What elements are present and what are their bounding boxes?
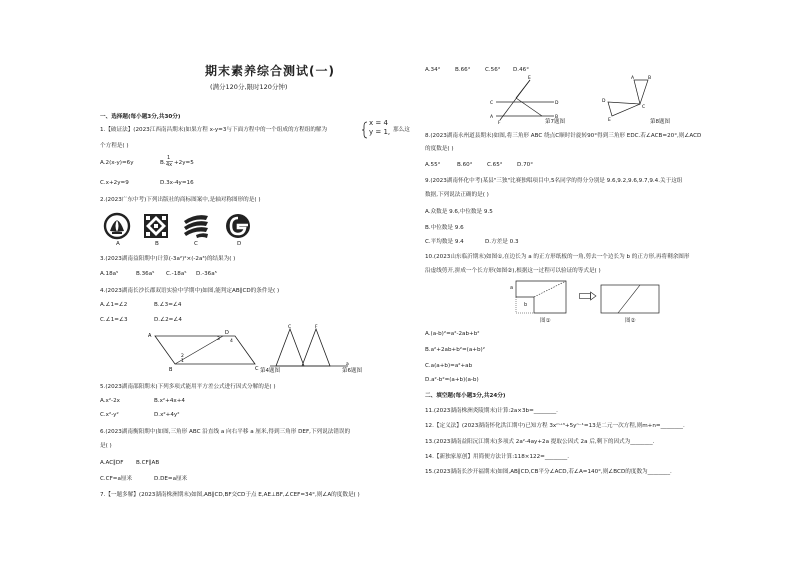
svg-text:D: D [602,99,606,104]
q8-option-d: D.70° [517,162,534,168]
section-choice-heading: 一、选择题(每小题3分,共30分) [100,114,181,120]
q1-system-brace [361,121,369,139]
q2-label-c: C [194,241,198,247]
q6-figure-caption: 第6题图 [342,368,362,374]
svg-text:D: D [225,330,229,336]
q2-logo-b [143,213,169,239]
q1-option-d: D.3x-4y=16 [160,180,194,186]
q10-figure-2-caption: 图② [625,318,636,324]
q2-label-d: D [237,241,242,247]
svg-text:D: D [555,101,559,106]
q5-option-b: B.x²+4x+4 [154,398,185,404]
svg-text:1: 1 [181,359,184,364]
q6-stem-line2: 是( ) [100,443,112,449]
q10-arrow-icon [579,292,597,300]
q9-stem-line2: 数据,下列说法正确的是( ) [425,192,489,198]
q9-stem: 9.(2023湖南怀化中考)某县"三独"比赛独唱项目中,5名同学的得分分别是 9.6,9.2,9.6,9.7,9.4.关于这组 [425,178,683,184]
q10-stem-line2: 沿虚线剪开,拼成一个长方形(如图②),根据这一过程可以验证的等式是( ) [425,268,601,274]
q9-option-d: D.方差是 0.3 [485,239,519,245]
q6-option-a: A.AC∥DF [100,460,124,466]
q10-figure-2 [600,281,662,317]
q8-stem-line2: 的度数是( ) [425,146,454,152]
q2-logo-d [225,213,253,239]
q6-stem: 6.(2023湖南衡阳期中)如图,三角形 ABC 沿直线 a 向右平移 a 厘米,得到三角形 DEF,下列说法错误的 [100,429,351,435]
q8-option-c: C.65° [487,162,503,168]
q3-option-c: C.-18a⁵ [166,271,187,277]
q7-figure-caption: 第7题图 [545,119,565,125]
q1-system-x: x = 4 [369,119,388,127]
q4-option-c: C.∠1=∠3 [100,317,128,323]
svg-text:C: C [642,105,646,110]
q1-option-b-numerator: 1 [167,155,171,161]
q10-option-c: C.a(a+b)=a²+ab [425,363,473,369]
q14-stem: 14.【新独家原创】用简便方法计算:118×122=________. [425,454,569,460]
q2-logo-c [182,213,210,239]
q1-option-c: C.x+2y=9 [100,180,129,186]
svg-text:a: a [346,362,349,367]
svg-text:C: C [255,366,259,372]
q13-stem: 13.(2023湖南益阳沅江期末)多项式 2a²-4ay+2a 提取公因式 2a 后,剩下的因式为________. [425,439,655,445]
q6-option-c: C.CF=a厘米 [100,476,133,482]
q1-option-a: A.2(x-y)=6y [100,160,134,166]
q1-option-b-denominator: 4x [166,162,173,168]
q4-option-a: A.∠1=∠2 [100,302,128,308]
q3-option-b: B.36a⁵ [136,271,155,277]
q5-option-c: C.x²-y² [100,412,119,418]
page-subtitle: (满分120分,限时120分钟) [210,83,288,91]
q8-option-a: A.55° [425,162,441,168]
svg-text:B: B [648,76,652,81]
svg-text:A: A [631,76,635,81]
svg-text:A: A [148,333,152,339]
q10-label-b: b [524,302,528,308]
q12-stem: 12.【定义法】(2023湖南怀化洪江期中)已知方程 3xᵐ⁺³+5yⁿ⁻¹=13是二元一次方程,则m+n=________. [425,423,685,429]
q10-figure-1 [508,277,576,319]
q1-option-b-prefix: B. [160,160,166,166]
q3-option-a: A.18a⁵ [100,271,119,277]
q4-option-d: D.∠2=∠4 [154,317,182,323]
q10-stem: 10.(2023山东临沂期末)如图①,在边长为 a 的正方形纸板的一角,剪去一个边长为 b 的正方形,再将剩余图形 [425,254,690,260]
section-fill-heading: 二、填空题(每小题3分,共24分) [425,393,506,399]
q5-option-a: A.x²-2x [100,398,120,404]
q5-option-d: D.x²+4y² [154,412,180,418]
q9-option-c: C.平均数是 9.4 [425,239,464,245]
svg-text:4: 4 [230,339,233,344]
q10-option-a: A.(a-b)²=a²-2ab+b² [425,331,480,337]
q1-system-y: y = 1, [369,128,391,136]
q6-option-d: D.DE=a厘米 [154,476,188,482]
q2-stem: 2.(2023广东中考)下列出版社的商标图案中,是轴对称图形的是( ) [100,197,261,203]
svg-text:E: E [608,118,611,123]
q8-figure-caption: 第8题图 [650,119,670,125]
svg-text:A: A [490,115,494,120]
q5-stem: 5.(2023湖南邵阳期末)下列多项式能用平方差公式进行因式分解的是( ) [100,384,276,390]
q3-stem: 3.(2023湖南益阳期中)计算(-3a²)²×(-2a³)的结果为( ) [100,256,236,262]
q3-option-d: D.-36a⁵ [196,271,217,277]
q6-option-b: B.CF∥AB [136,460,160,466]
svg-text:E: E [528,76,531,81]
q1-option-b-rest: +2y=5 [174,160,194,166]
q2-label-a: A [116,241,120,247]
q11-stem: 11.(2023湖南株洲炎陵期末)计算:2a×3b=________. [425,408,558,414]
q7-option-d: D.46° [513,67,530,73]
q1-stem-line2: 个方程是( ) [100,143,129,149]
q9-option-a: A.众数是 9.6,中位数是 9.5 [425,209,493,215]
q4-figure-caption: 第4题图 [260,368,280,374]
page-title: 期末素养综合测试(一) [205,64,335,78]
q7-option-a: A.34° [425,67,441,73]
svg-text:B: B [169,367,173,373]
q7-option-c: C.56° [485,67,501,73]
svg-text:F: F [315,325,318,330]
svg-text:B: B [555,115,559,120]
q10-option-b: B.a²+2ab+b²=(a+b)² [425,347,485,353]
q4-figure [145,326,265,373]
q4-option-b: B.∠3=∠4 [154,302,182,308]
svg-text:C: C [288,325,292,330]
q15-stem: 15.(2023湖南长沙开福期末)如图,AB∥CD,CB平分∠ACD,若∠A=140°,则∠BCD的度数为________. [425,469,672,475]
q10-label-a: a [510,285,514,291]
q7-stem: 7.【一题多解】(2023湖南株洲期末)如图,AB∥CD,BF交CD于点 E,AE⊥BF,∠CEF=34°,则∠A的度数是( ) [100,492,360,498]
q8-stem: 8.(2023湖南永州道县期末)如图,将三角形 ABC 绕点C顺时针旋转90°得到三角形 EDC.若∠ACB=20°,则∠ACD [425,133,702,139]
svg-text:2: 2 [181,354,184,359]
q8-figure [598,76,654,122]
q7-option-b: B.66° [455,67,471,73]
q10-option-d: D.a²-b²=(a+b)(a-b) [425,377,479,383]
svg-text:F: F [498,121,501,126]
q10-figure-1-caption: 图① [540,318,551,324]
q8-option-b: B.60° [457,162,473,168]
q6-figure [270,324,350,372]
svg-text:3: 3 [217,337,220,342]
q4-stem: 4.(2023湖南长沙长郡双语实验中学期中)如图,能判定AB∥CD的条件是( ) [100,288,280,294]
q9-option-b: B.中位数是 9.6 [425,225,464,231]
svg-text:C: C [490,101,494,106]
q1-stem-tail: 那么这 [393,127,410,133]
q2-label-b: B [155,241,159,247]
q2-logo-a [104,213,130,239]
q1-stem: 1.【破证法】(2023江西南昌期末)如果方程 x-y=3与下面方程中的一个组成的方程组的解为 [100,127,328,133]
